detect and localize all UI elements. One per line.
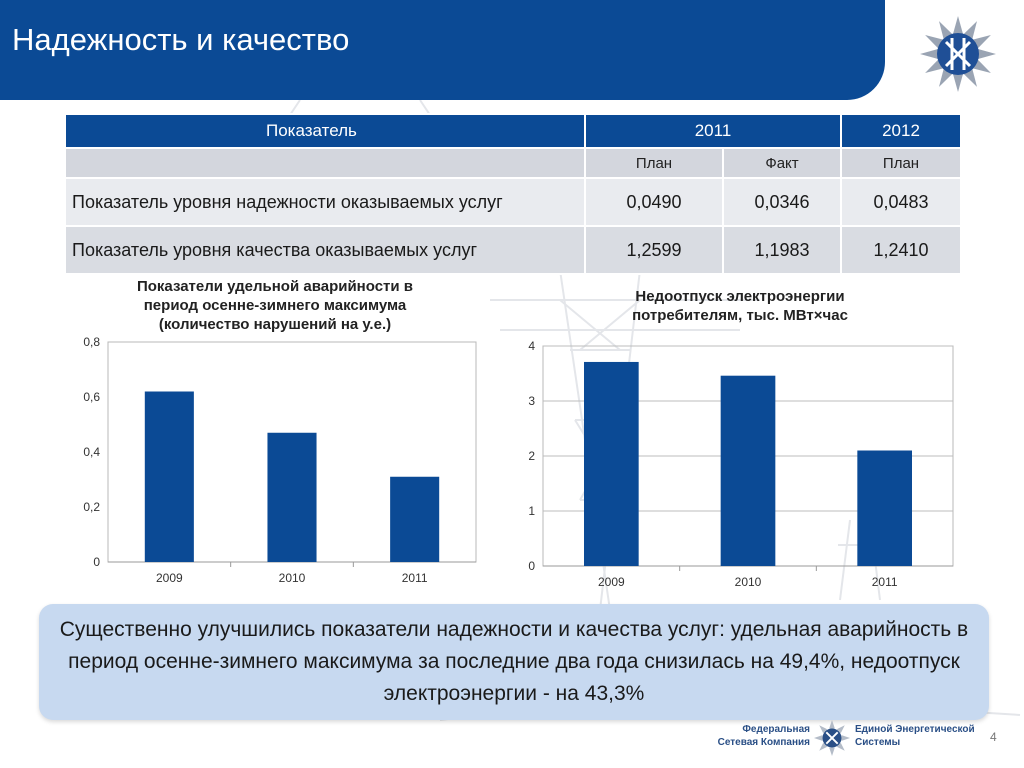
row-name: Показатель уровня надежности оказываемых услуг	[65, 178, 585, 226]
header-band	[0, 0, 885, 100]
footer-system-name: Единой Энергетической Системы	[855, 724, 975, 748]
bar	[857, 451, 912, 567]
cell-value: 1,1983	[723, 226, 841, 274]
y-tick-label: 0	[93, 555, 100, 569]
y-tick-label: 0,2	[83, 500, 100, 514]
bar-chart-plot	[60, 275, 490, 595]
y-tick-label: 0	[528, 559, 535, 573]
footer-logo-icon	[813, 719, 851, 757]
summary-text: Существенно улучшились показатели надежности и качества услуг: удельная аварийность в период осенне-зимнего максимума за последние два года снизилась на 49,4%, недоотпуск электроэнергии - на 43,3%	[59, 618, 969, 705]
page-title: Надежность и качество	[12, 22, 350, 57]
x-tick-label: 2010	[734, 575, 762, 589]
cell-value: 0,0490	[585, 178, 723, 226]
cell-value: 1,2599	[585, 226, 723, 274]
summary-box	[39, 604, 989, 720]
subheader-empty	[65, 148, 585, 178]
chart-title: Недоотпуск электроэнергии потребителям, тыс. МВт×час	[632, 288, 848, 324]
x-tick-label: 2009	[597, 575, 625, 589]
cell-value: 0,0483	[841, 178, 961, 226]
subheader-fact-2011: Факт	[723, 148, 841, 178]
accident-rate-chart	[60, 275, 490, 595]
bar	[584, 362, 639, 566]
header-2011: 2011	[585, 114, 841, 148]
chart-title: Показатели удельной аварийности в период осенне-зимнего максимума (количество нарушений на у.е.)	[136, 278, 413, 333]
energy-undersupply-chart	[500, 285, 970, 600]
y-tick-label: 0,4	[83, 445, 100, 459]
bar	[721, 376, 776, 566]
x-tick-label: 2010	[278, 571, 306, 585]
cell-value: 0,0346	[723, 178, 841, 226]
x-tick-label: 2011	[871, 575, 898, 589]
y-tick-label: 3	[528, 394, 535, 408]
indicators-table	[64, 113, 962, 275]
x-tick-label: 2011	[401, 571, 428, 585]
y-tick-label: 2	[528, 449, 535, 463]
subheader-plan-2012: План	[841, 148, 961, 178]
company-logo-icon	[918, 14, 998, 94]
x-tick-label: 2009	[155, 571, 183, 585]
page-number: 4	[990, 730, 997, 744]
header-2012: 2012	[841, 114, 961, 148]
bar	[390, 477, 439, 562]
y-tick-label: 4	[528, 339, 535, 353]
row-name: Показатель уровня качества оказываемых услуг	[65, 226, 585, 274]
bar	[145, 392, 194, 563]
table-row	[65, 226, 961, 274]
subheader-plan-2011: План	[585, 148, 723, 178]
y-tick-label: 0,8	[83, 335, 100, 349]
bar	[267, 433, 316, 562]
footer-company-name: Федеральная Сетевая Компания	[717, 724, 810, 748]
cell-value: 1,2410	[841, 226, 961, 274]
bar-chart-plot	[500, 285, 970, 600]
table-row	[65, 178, 961, 226]
y-tick-label: 0,6	[83, 390, 100, 404]
y-tick-label: 1	[528, 504, 535, 518]
header-indicator: Показатель	[65, 114, 585, 148]
